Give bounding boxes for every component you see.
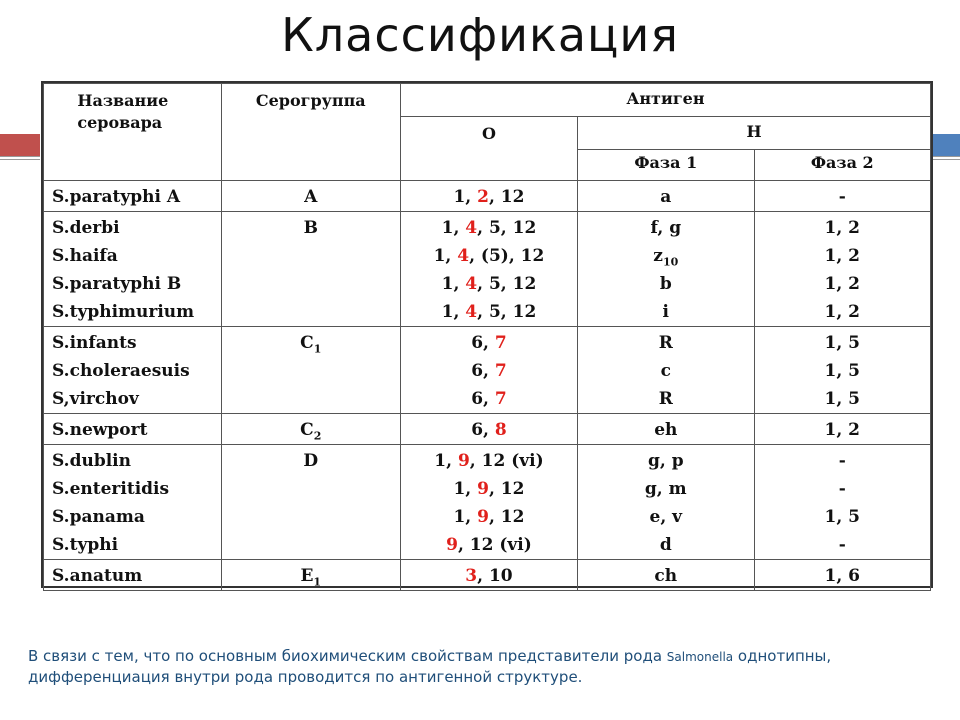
header-serogroup: Серогруппа bbox=[221, 84, 400, 181]
o-antigen-cell bbox=[400, 560, 577, 591]
serogroup-row bbox=[44, 181, 931, 212]
o-antigen-value: 1, 4, 5, 12 bbox=[441, 218, 537, 238]
h-phase1-value: R bbox=[658, 333, 673, 353]
serogroup-row bbox=[44, 414, 931, 445]
genus-name: Salmonella bbox=[666, 650, 734, 664]
serovar-name: S.derbi bbox=[52, 218, 120, 238]
h-phase2-cell bbox=[754, 414, 930, 445]
h-phase2-value: 1, 6 bbox=[824, 566, 860, 586]
h-phase1-cell bbox=[578, 212, 754, 327]
serovar-names-cell bbox=[44, 181, 222, 212]
serovar-names-cell bbox=[44, 212, 222, 327]
h-phase1-value: i bbox=[662, 302, 670, 322]
h-phase1-value: d bbox=[659, 535, 672, 555]
h-phase1-value: c bbox=[660, 361, 671, 381]
h-phase2-cell bbox=[754, 560, 930, 591]
h-phase1-value: $z_{10}$ bbox=[653, 246, 679, 269]
h-phase2-value: 1, 5 bbox=[824, 507, 860, 527]
o-antigen-value: 1, 4, 5, 12 bbox=[441, 302, 537, 322]
decor-bar-left bbox=[0, 134, 40, 160]
classification-table bbox=[41, 81, 933, 588]
serogroup-cell bbox=[221, 560, 400, 591]
serogroup-row bbox=[44, 445, 931, 560]
serovar-name: S.dublin bbox=[52, 451, 131, 471]
serovar-names-cell bbox=[44, 445, 222, 560]
o-antigen-value: 9, 12 (vi) bbox=[446, 535, 532, 555]
o-antigen-value: 1, 2, 12 bbox=[453, 187, 525, 207]
serogroup-label: $C_2$ bbox=[300, 420, 322, 443]
o-antigen-value: 3, 10 bbox=[465, 566, 513, 586]
serovar-name: S.newport bbox=[52, 420, 148, 440]
o-antigen-value: 1, 9, 12 bbox=[453, 479, 525, 499]
serovar-name: S.choleraesuis bbox=[52, 361, 190, 381]
o-antigen-value: 6, 7 bbox=[471, 333, 507, 353]
o-antigen-cell bbox=[400, 414, 577, 445]
serovar-names-cell bbox=[44, 327, 222, 414]
serovar-name: S.panama bbox=[52, 507, 145, 527]
serogroup-cell bbox=[221, 327, 400, 414]
serogroup-cell bbox=[221, 445, 400, 560]
serogroup-label: $E_1$ bbox=[300, 566, 322, 589]
o-antigen-cell bbox=[400, 212, 577, 327]
serogroup-row bbox=[44, 212, 931, 327]
serogroup-cell bbox=[221, 181, 400, 212]
h-phase2-cell bbox=[754, 181, 930, 212]
o-antigen-cell bbox=[400, 445, 577, 560]
serogroup-cell bbox=[221, 212, 400, 327]
serovar-name: S.typhi bbox=[52, 535, 119, 555]
h-phase1-cell bbox=[578, 327, 754, 414]
h-phase2-value: - bbox=[838, 187, 846, 207]
o-antigen-value: 1, 4, 5, 12 bbox=[441, 274, 537, 294]
header-h: Н bbox=[578, 117, 931, 150]
h-phase1-value: ch bbox=[654, 566, 678, 586]
serogroup-row bbox=[44, 560, 931, 591]
serovar-name: S.paratyphi B bbox=[52, 274, 182, 294]
o-antigen-value: 6, 8 bbox=[471, 420, 507, 440]
header-phase1: Фаза 1 bbox=[578, 150, 754, 181]
h-phase2-value: 1, 2 bbox=[824, 274, 860, 294]
serovar-name: S.haifa bbox=[52, 246, 118, 266]
h-phase2-cell bbox=[754, 445, 930, 560]
h-phase1-value: g, p bbox=[647, 451, 684, 471]
h-phase1-value: a bbox=[660, 187, 672, 207]
serogroup-cell bbox=[221, 414, 400, 445]
h-phase2-value: - bbox=[838, 479, 846, 499]
serovar-name: S.paratyphi A bbox=[52, 187, 181, 207]
h-phase1-cell bbox=[578, 414, 754, 445]
serogroup-row bbox=[44, 327, 931, 414]
serogroup-label: A bbox=[304, 187, 318, 207]
h-phase2-value: - bbox=[838, 451, 846, 471]
h-phase1-value: eh bbox=[654, 420, 678, 440]
header-name: Название серовара bbox=[44, 84, 222, 181]
serovar-name: S.infants bbox=[52, 333, 137, 353]
h-phase2-value: 1, 2 bbox=[824, 218, 860, 238]
header-antigen: Антиген bbox=[400, 84, 930, 117]
serovar-names-cell bbox=[44, 560, 222, 591]
serovar-names-cell bbox=[44, 414, 222, 445]
o-antigen-value: 1, 9, 12 (vi) bbox=[434, 451, 544, 471]
caption-text: В связи с тем, что по основным биохимическим свойствам представители рода Salmonella однотипны, дифференциация внутри рода проводится по антигенной структуре. bbox=[28, 647, 832, 686]
h-phase1-value: g, m bbox=[644, 479, 687, 499]
h-phase1-cell bbox=[578, 560, 754, 591]
h-phase2-value: 1, 2 bbox=[824, 302, 860, 322]
h-phase1-cell bbox=[578, 181, 754, 212]
h-phase2-value: 1, 5 bbox=[824, 389, 860, 409]
serogroup-label: B bbox=[303, 218, 318, 238]
h-phase2-value: 1, 5 bbox=[824, 333, 860, 353]
h-phase1-cell bbox=[578, 445, 754, 560]
h-phase2-value: 1, 5 bbox=[824, 361, 860, 381]
o-antigen-value: 6, 7 bbox=[471, 389, 507, 409]
serovar-name: S,virchov bbox=[52, 389, 139, 409]
h-phase2-cell bbox=[754, 212, 930, 327]
slide-title: Классификация bbox=[281, 8, 679, 62]
serovar-name: S.typhimurium bbox=[52, 302, 195, 322]
o-antigen-value: 6, 7 bbox=[471, 361, 507, 381]
o-antigen-value: 1, 4, (5), 12 bbox=[433, 246, 545, 266]
h-phase2-value: 1, 2 bbox=[824, 246, 860, 266]
serogroup-label: $C_1$ bbox=[300, 333, 322, 356]
decor-bar-right bbox=[932, 134, 960, 160]
o-antigen-cell bbox=[400, 327, 577, 414]
header-o: О bbox=[400, 117, 577, 181]
h-phase2-value: 1, 2 bbox=[824, 420, 860, 440]
header-phase2: Фаза 2 bbox=[754, 150, 930, 181]
h-phase2-cell bbox=[754, 327, 930, 414]
h-phase1-value: R bbox=[658, 389, 673, 409]
h-phase1-value: e, v bbox=[649, 507, 683, 527]
serovar-name: S.anatum bbox=[52, 566, 143, 586]
o-antigen-value: 1, 9, 12 bbox=[453, 507, 525, 527]
serogroup-label: D bbox=[303, 451, 319, 471]
o-antigen-cell bbox=[400, 181, 577, 212]
h-phase1-value: b bbox=[659, 274, 672, 294]
h-phase2-value: - bbox=[838, 535, 846, 555]
h-phase1-value: f, g bbox=[650, 218, 682, 238]
serovar-name: S.enteritidis bbox=[52, 479, 170, 499]
